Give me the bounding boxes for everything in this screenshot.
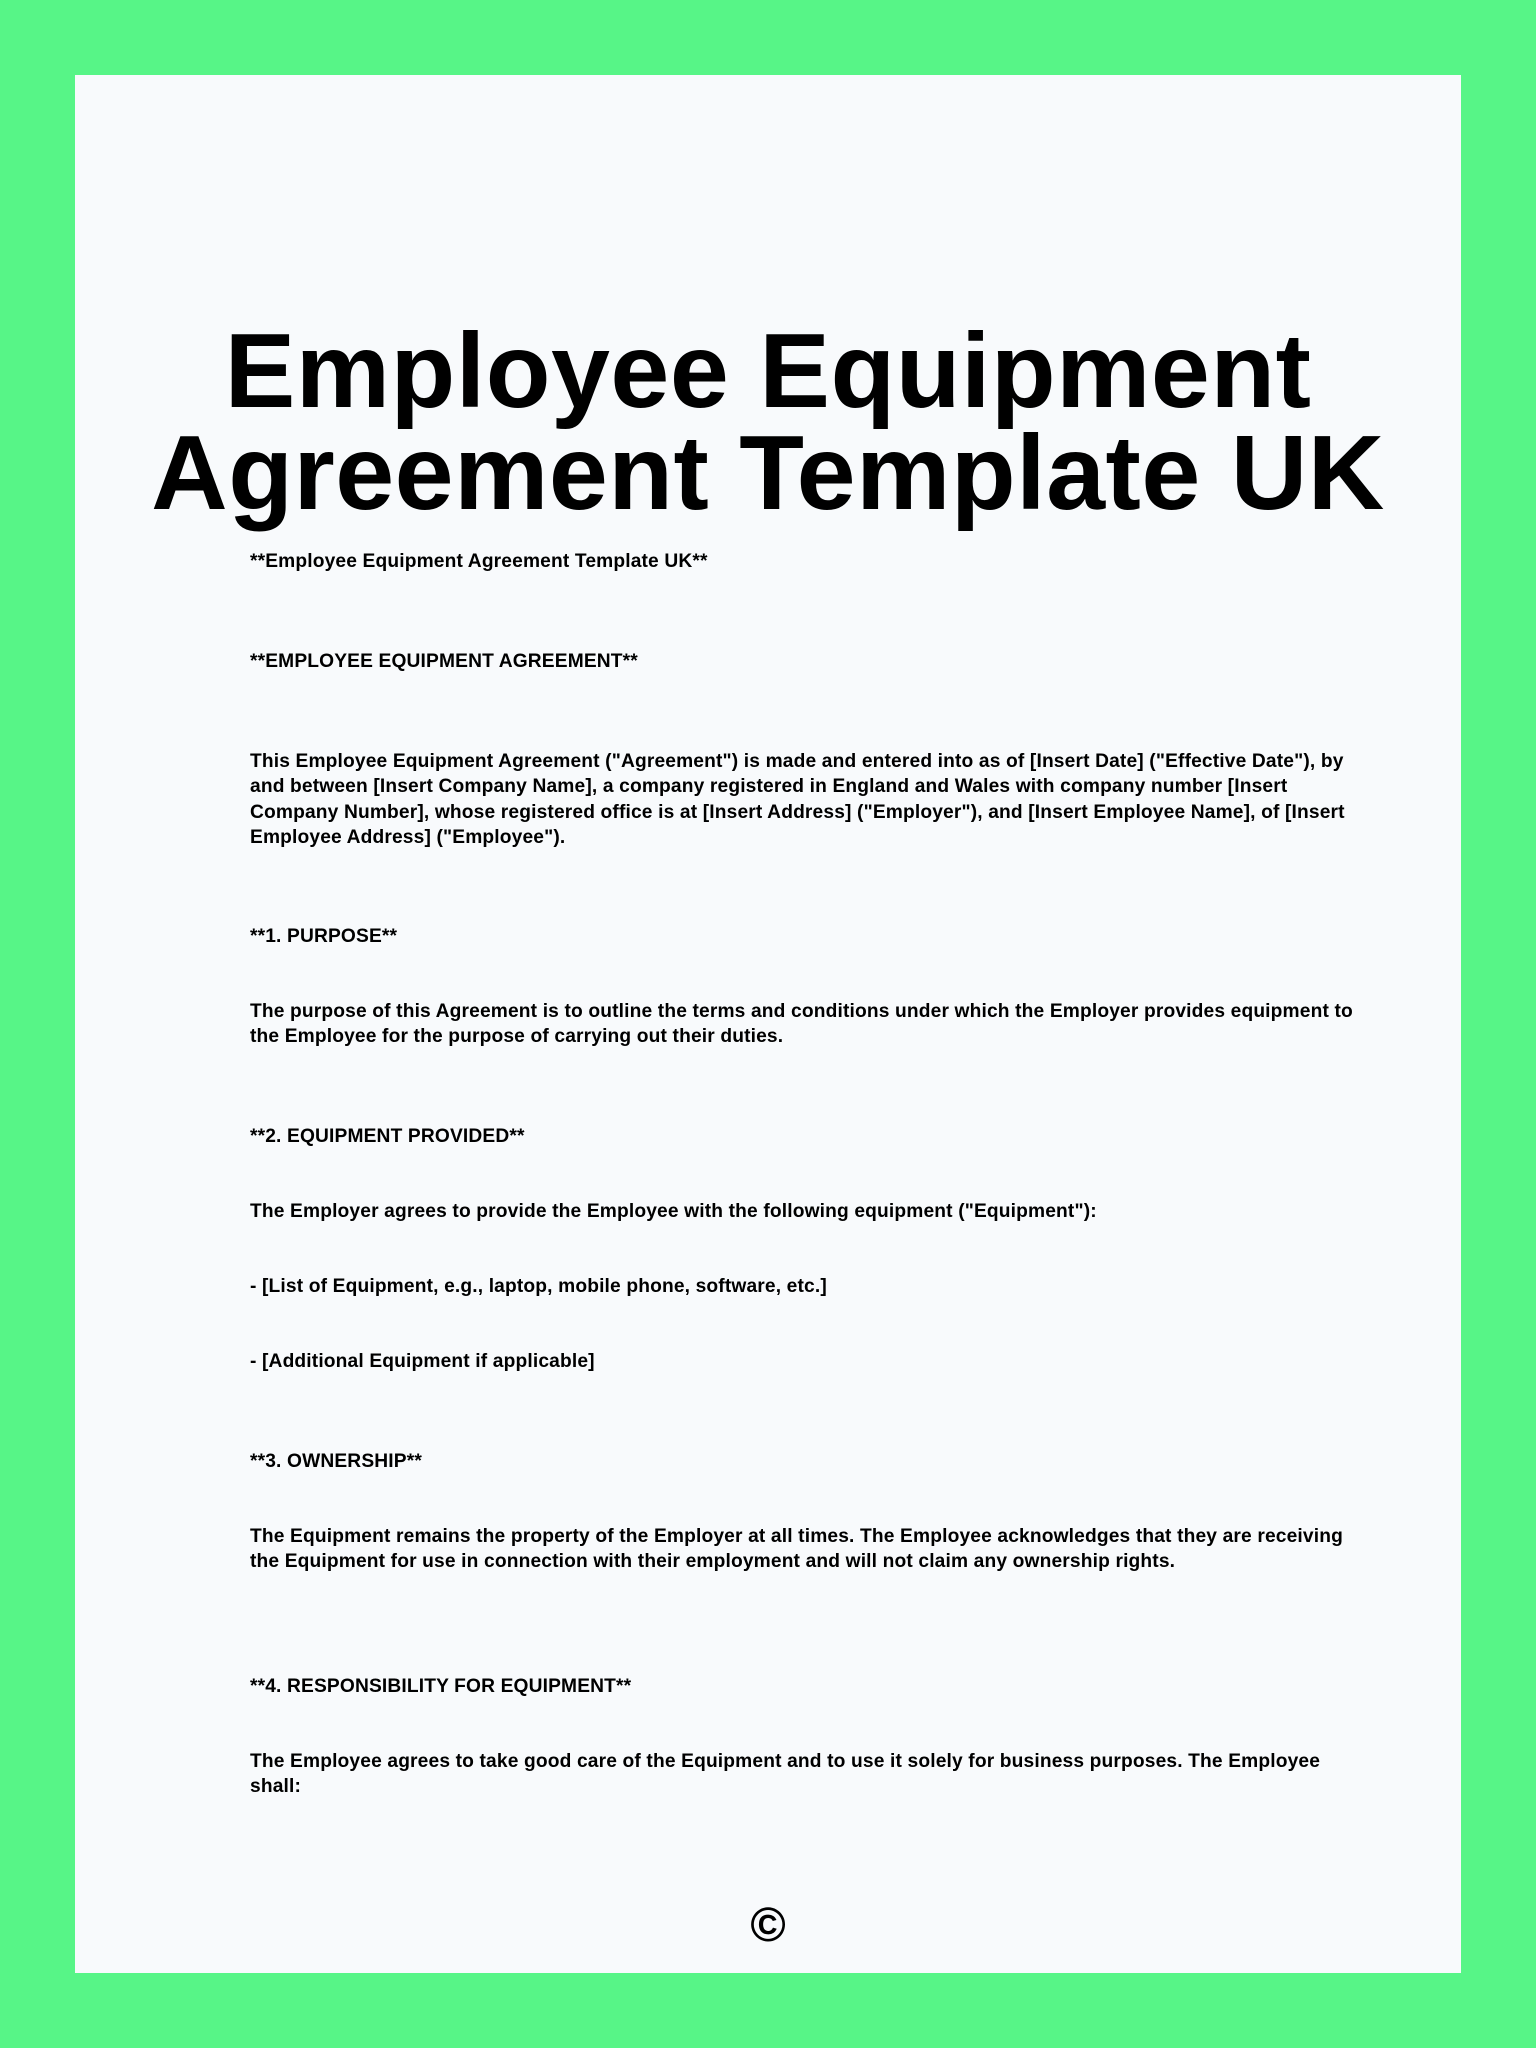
equipment-list-item: - [Additional Equipment if applicable]	[250, 1351, 595, 1372]
section-3-paragraph: The Equipment remains the property of the Employer at all times. The Employee acknowledges that they are receiving the Equipment for use in connection with their employment and will not claim any ownership rights.	[250, 1526, 1343, 1573]
section-3-heading: **3. OWNERSHIP**	[250, 1451, 422, 1472]
section-4-heading: **4. RESPONSIBILITY FOR EQUIPMENT**	[250, 1676, 632, 1697]
section-2-paragraph: The Employer agrees to provide the Employee with the following equipment ("Equipment"):	[250, 1201, 1097, 1222]
document-title	[75, 312, 1461, 532]
equipment-list-item: - [List of Equipment, e.g., laptop, mobile phone, software, etc.]	[250, 1276, 827, 1297]
section-2-heading: **2. EQUIPMENT PROVIDED**	[250, 1126, 525, 1147]
copyright-mark: ©	[750, 1899, 786, 1952]
title-line-1: Employee Equipment	[224, 312, 1312, 430]
section-1-heading: **1. PURPOSE**	[250, 926, 398, 947]
intro-paragraph: This Employee Equipment Agreement ("Agreement") is made and entered into as of [Insert Date] ("Effective Date"), by and between [Insert Company Name], a company registered in England and Wales with company number [Insert Company Number], whose registered office is at [Insert Address] ("Employer"), and [Insert Employee Name], of [Insert Employee Address] ("Employee").	[250, 751, 1345, 848]
title-line-2: Agreement Template UK	[151, 414, 1385, 532]
section-4-paragraph: The Employee agrees to take good care of the Equipment and to use it solely for business purposes. The Employee shall:	[250, 1751, 1321, 1798]
document-subtitle: **Employee Equipment Agreement Template UK**	[250, 551, 708, 572]
document-page	[75, 75, 1461, 1973]
section-1-paragraph: The purpose of this Agreement is to outline the terms and conditions under which the Employer provides equipment to the Employee for the purpose of carrying out their duties.	[250, 1001, 1353, 1048]
agreement-heading: **EMPLOYEE EQUIPMENT AGREEMENT**	[250, 651, 638, 672]
